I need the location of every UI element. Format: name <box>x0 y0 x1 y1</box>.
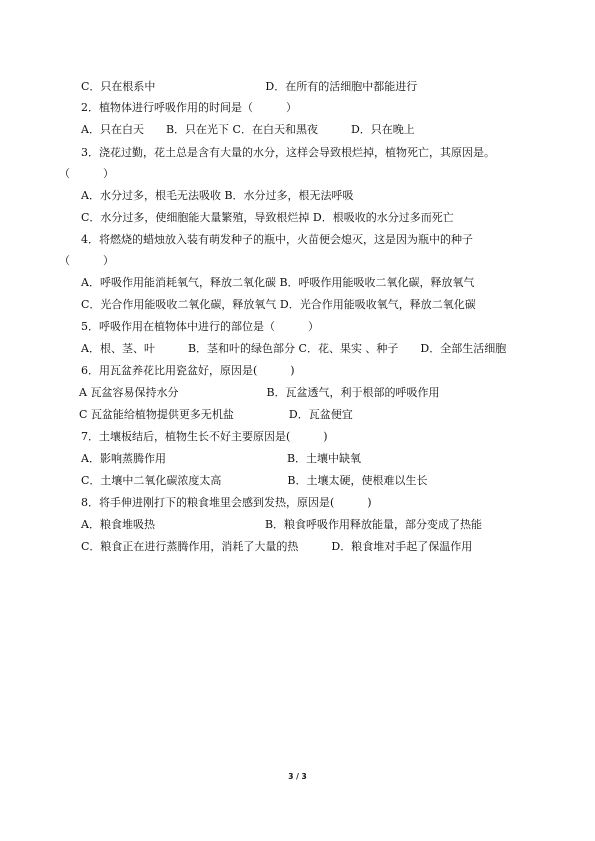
question-3: 3．浇花过勤，花土总是含有大量的水分，这样会导致根烂掉，植物死亡，其原因是。 <box>81 146 495 159</box>
option-c-root-only: C．只在根系中 D．在所有的活细胞中都能进行 <box>81 80 418 93</box>
question-3-options-ab: A．水分过多，根毛无法吸收 B．水分过多，根无法呼吸 <box>81 189 354 202</box>
question-5-options: A．根、茎、叶 B．茎和叶的绿色部分 C．花、果实 、种子 D．全部生活细胞 <box>81 342 507 355</box>
question-6-options-cd: C 瓦盆能给植物提供更多无机盐 D．瓦盆便宜 <box>79 408 353 421</box>
question-3-options-cd: C．水分过多，使细胞能大量繁殖，导致根烂掉 D．根吸收的水分过多而死亡 <box>81 211 454 224</box>
question-4-options-cd: C．光合作用能吸收二氧化碳，释放氧气 D．光合作用能吸收氧气，释放二氧化碳 <box>81 298 476 311</box>
question-4-bracket: （ ） <box>59 254 114 267</box>
question-8: 8．将手伸进刚打下的粮食堆里会感到发热，原因是( ) <box>81 496 372 509</box>
question-2: 2．植物体进行呼吸作用的时间是（ ） <box>81 101 297 114</box>
question-6-options-ab: A 瓦盆容易保持水分 B．瓦盆透气，利于根部的呼吸作用 <box>79 386 440 399</box>
question-4-options-ab: A．呼吸作用能消耗氧气，释放二氧化碳 B．呼吸作用能吸收二氧化碳，释放氧气 <box>81 276 475 289</box>
question-4: 4．将燃烧的蜡烛放入装有萌发种子的瓶中，火苗便会熄灭，这是因为瓶中的种子 <box>81 233 473 246</box>
page-number: 3 / 3 <box>288 772 307 781</box>
question-3-bracket: （ ） <box>59 167 114 180</box>
question-5: 5．呼吸作用在植物体中进行的部位是（ ） <box>81 320 319 333</box>
question-7-options-cd: C．土壤中二氧化碳浓度太高 B．土壤太硬，使根难以生长 <box>81 474 428 487</box>
question-7-options-ab: A．影响蒸腾作用 B．土壤中缺氧 <box>81 452 362 465</box>
question-6: 6．用瓦盆养花比用瓷盆好，原因是( ) <box>81 364 295 377</box>
question-7: 7．土壤板结后，植物生长不好主要原因是( ) <box>81 430 328 443</box>
question-8-options-cd: C．粮食正在进行蒸腾作用，消耗了大量的热 D．粮食堆对手起了保温作用 <box>81 540 473 553</box>
question-8-options-ab: A．粮食堆吸热 B．粮食呼吸作用释放能量，部分变成了热能 <box>81 518 483 531</box>
question-2-options: A．只在白天 B．只在光下 C．在白天和黑夜 D．只在晚上 <box>81 123 415 136</box>
